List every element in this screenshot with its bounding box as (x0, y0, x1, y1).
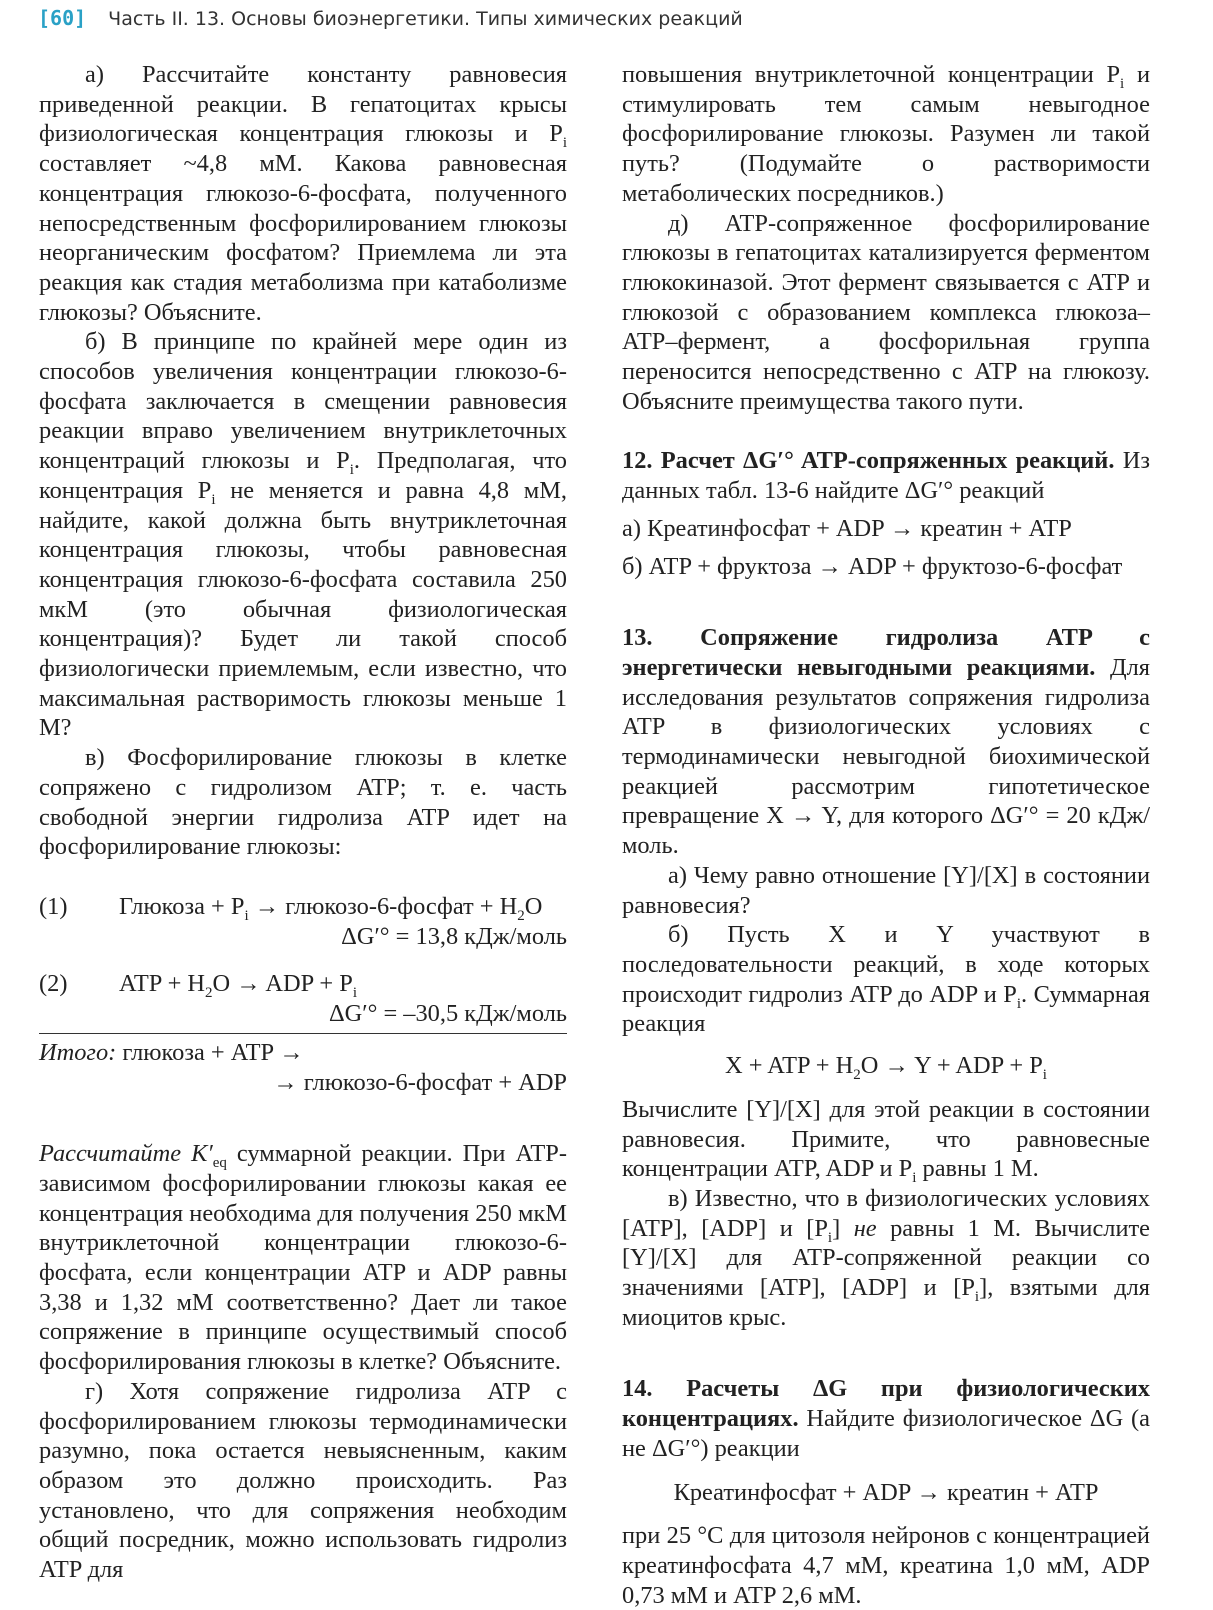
problem-14-equation: Креатинфосфат + ADP → креатин + ATP (673, 1478, 1099, 1506)
total-reaction: Итого: глюкоза + ATP → (39, 1038, 304, 1066)
paragraph-b: б) В принципе по крайней мере один из способов увеличения концентрации глюкозо-6-фосфата заключается в смещении равновесия реакции вправо увеличением внутриклеточных концентраций глюкозы и $P_i$. Предполагая, что концентрация $P_i$ не меняется и равна 4,8 мМ, найдите, какой должна быть внутриклеточная концентрация глюкозы, чтобы равновесная концентрация глюкозо-6-фосфата составила 250 мкМ (это обычная физиологическая концентрация)? Будет ли такой способ физиологически приемлемым, если известно, что максимальная растворимость глюкозы меньше 1 М? (39, 328, 568, 742)
left-column (39, 60, 567, 1585)
equation-2-dg: ΔG′° = –30,5 кДж/моль (328, 1000, 567, 1028)
running-title: Часть II. 13. Основы биоэнергетики. Типы химических реакций (108, 8, 743, 30)
problem-13-b: б) Пусть X и Y участвуют в последовательности реакций, в ходе которых происходит гидролиз ATP до ADP и $P_i$. Суммарная реакция (622, 921, 1150, 1038)
problem-12: 12. Расчет ΔG′° ATP-сопряженных реакций. Из данных табл. 13-6 найдите ΔG′° реакций (622, 447, 1150, 505)
problem-13-calc: Вычислите [Y]/[X] для этой реакции в состоянии равновесия. Примите, что равновесные концентрации ATP, ADP и $P_i$ равны 1 М. (622, 1095, 1150, 1187)
problem-14-heading: 14. Расчеты ΔG при физиологических концентрациях. (622, 1375, 1150, 1433)
total-reaction-product: → глюкозо-6-фосфат + ADP (273, 1068, 567, 1096)
problem-14: 14. Расчеты ΔG при физиологических концентрациях. Найдите физиологическое ΔG (а не ΔG′°) реакции (622, 1375, 1150, 1462)
problem-13-equation: X + ATP + $H_2O \to Y$ + ADP + $P_i$ (725, 1052, 1047, 1083)
problem-13-a: а) Чему равно отношение [Y]/[X] в состоянии равновесия? (622, 861, 1150, 919)
equation-1 (39, 892, 567, 951)
paragraph-d: д) ATP-сопряженное фосфорилирование глюкозы в гепатоцитах катализируется ферментом глюкокиназой. Этот фермент связывается с ATP и глюкозой с образованием комплекса глюкоза–ATP–фермент, а фосфорильная группа переносится непосредственно с ATP на глюкозу. Объясните преимущества такого пути. (622, 209, 1150, 415)
equation-1-dg: ΔG′° = 13,8 кДж/моль (341, 922, 567, 950)
page-header (38, 6, 1178, 34)
right-column (622, 60, 1150, 1610)
sum-divider (39, 1033, 567, 1034)
problem-13-heading: 13. Сопряжение гидролиза ATP с энергетически невыгодными реакциями. (622, 624, 1150, 681)
problem-12-heading: 12. Расчет ΔG′° ATP-сопряженных реакций. (622, 447, 1115, 475)
problem-13: 13. Сопряжение гидролиза ATP с энергетически невыгодными реакциями. Для исследования результатов сопряжения гидролиза ATP в физиологических условиях с термодинамически невыгодной биохимической реакцией рассмотрим гипотетическое превращение X → Y, для которого ΔG′° = 20 кДж/моль. (622, 624, 1150, 860)
equation-2-reaction: ATP + $H_2O$ → ADP + $P_i$ (119, 970, 357, 1002)
equation-2 (39, 969, 567, 1028)
paragraph-continued: повышения внутриклеточной концентрации $P_i$ и стимулировать тем самым невыгодное фосфорилирование глюкозы. Разумен ли такой путь? (Подумайте о растворимости метаболических посредников.) (622, 61, 1150, 207)
paragraph-keq: Рассчитайте $K'_{eq}$ суммарной реакции. При ATP-зависимом фосфорилировании глюкозы какая ее концентрация необходима для получения 250 мкМ внутриклеточной концентрации глюкозо-6-фосфата, если концентрации ATP и ADP равны 3,38 и 1,32 мМ соответственно? Дает ли такое сопряжение в принципе осуществимый способ фосфорилирования глюкозы в клетке? Объясните. (39, 1140, 567, 1376)
problem-12-a: а) Креатинфосфат + ADP → креатин + ATP (622, 514, 1072, 542)
equation-number: (2) (39, 970, 68, 998)
problem-14-text: при 25 °C для цитозоля нейронов с концентрацией креатинфосфата 4,7 мМ, креатина 1,0 мМ, ADP 0,73 мМ и ATP 2,6 мМ. (622, 1522, 1150, 1609)
paragraph-a: а) Рассчитайте константу равновесия приведенной реакции. В гепатоцитах крысы физиологическая концентрация глюкозы и $P_i$ составляет ~4,8 мМ. Какова равновесная концентрация глюкозо-6-фосфата, полученного непосредственным фосфорилированием глюкозы неорганическим фосфатом? Приемлема ли эта реакция как стадия метаболизма при катаболизме глюкозы? Объясните. (39, 61, 567, 326)
page-number: [60] (38, 6, 87, 30)
paragraph-v: в) Фосфорилирование глюкозы в клетке сопряжено с гидролизом ATP; т. е. часть свободной энергии гидролиза ATP идет на фосфорилирование глюкозы: (39, 744, 567, 861)
problem-12-b: б) ATP + фруктоза → ADP + фруктозо-6-фосфат (622, 552, 1123, 580)
equation-1-reaction: Глюкоза + $P_i$ → глюкозо-6-фосфат + $H_2O$ (119, 892, 543, 924)
paragraph-g: г) Хотя сопряжение гидролиза ATP с фосфорилированием глюкозы термодинамически разумно, пока остается невыясненным, каким образом это должно происходить. Раз установлено, что для сопряжения необходим общий посредник, можно использовать гидролиз ATP для (39, 1377, 567, 1584)
equation-number: (1) (39, 892, 68, 920)
problem-13-v: в) Известно, что в физиологических условиях [ATP], [ADP] и $[P_i]$ не равны 1 М. Вычислите [Y]/[X] для ATP-сопряженной реакции со значениями [ATP], [ADP] и $[P_i]$, взятыми для миоцитов крыс. (622, 1184, 1151, 1331)
